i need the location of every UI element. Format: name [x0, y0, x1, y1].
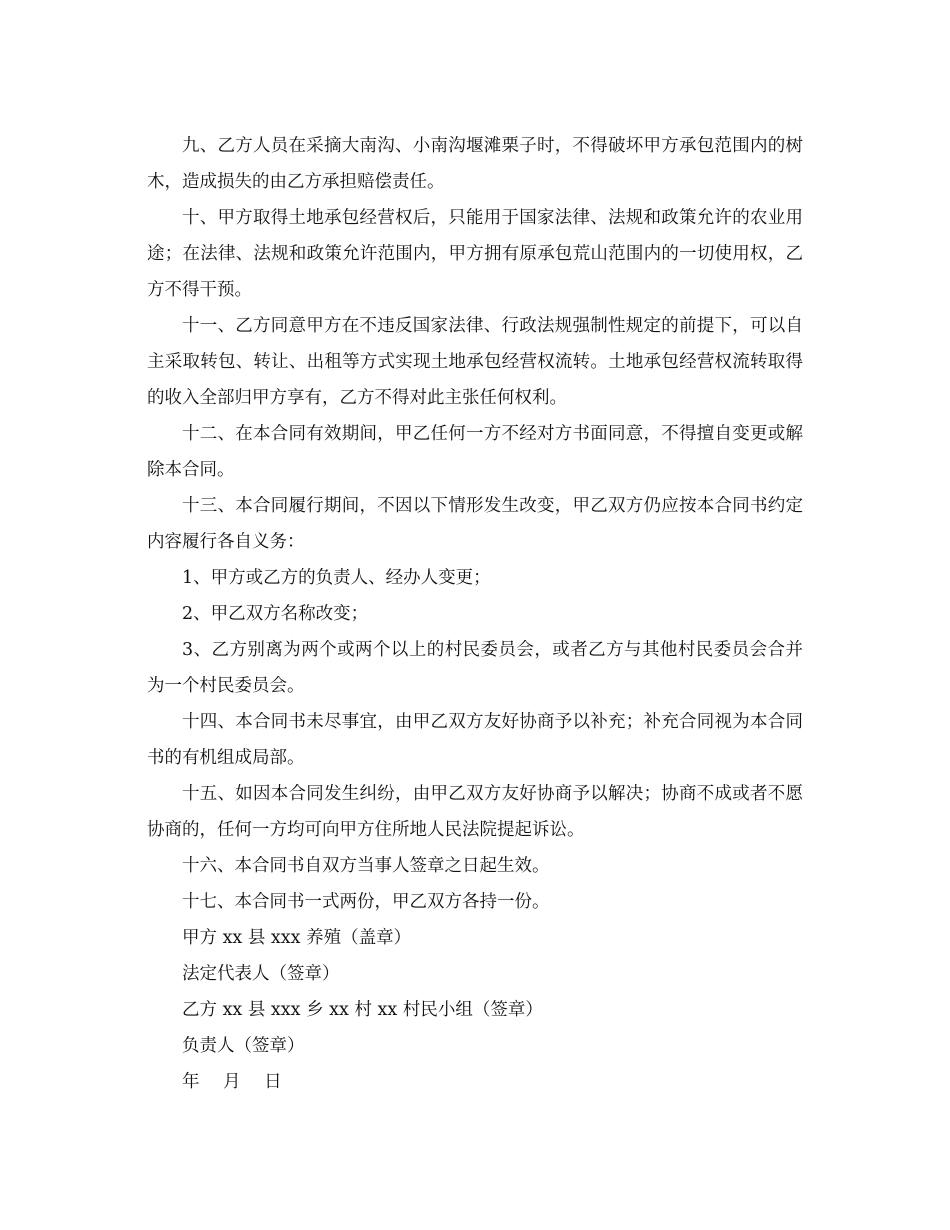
clause-16: 十六、本合同书自双方当事人签章之日起生效。 [182, 856, 550, 876]
clause-13-item-2: 2、甲乙双方名称改变； [182, 604, 369, 624]
party-a-signature: 甲方 xx 县 xxx 养殖（盖章） [182, 928, 412, 948]
person-in-charge-signature: 负责人（签章） [182, 1036, 305, 1056]
clause-9: 九、乙方人员在采摘大南沟、小南沟堰滩栗子时，不得破坏甲方承包范围内的树木，造成损失的由乙方承担赔偿责任。 [147, 136, 803, 192]
party-b-signature: 乙方 xx 县 xxx 乡 xx 村 xx 村民小组（签章） [182, 1000, 543, 1020]
date-day: 日 [264, 1072, 282, 1092]
contract-body [147, 128, 803, 1100]
date-year: 年 [182, 1072, 200, 1092]
clause-15: 十五、如因本合同发生纠纷，由甲乙双方友好协商予以解决；协商不成或者不愿协商的，任何一方均可向甲方住所地人民法院提起诉讼。 [147, 784, 803, 840]
clause-13-item-3: 3、乙方别离为两个或两个以上的村民委员会，或者乙方与其他村民委员会合并为一个村民委员会。 [147, 640, 803, 696]
date-month: 月 [223, 1072, 241, 1092]
clause-11: 十一、乙方同意甲方在不违反国家法律、行政法规强制性规定的前提下，可以自主采取转包、转让、出租等方式实现土地承包经营权流转。土地承包经营权流转取得的收入全部归甲方享有，乙方不得对此主张任何权利。 [147, 316, 803, 408]
clause-12: 十二、在本合同有效期间，甲乙任何一方不经对方书面同意，不得擅自变更或解除本合同。 [147, 424, 803, 480]
clause-14: 十四、本合同书未尽事宜，由甲乙双方友好协商予以补充；补充合同视为本合同书的有机组成局部。 [147, 712, 803, 768]
legal-representative-signature: 法定代表人（签章） [182, 964, 340, 984]
clause-10: 十、甲方取得土地承包经营权后，只能用于国家法律、法规和政策允许的农业用途；在法律、法规和政策允许范围内，甲方拥有原承包荒山范围内的一切使用权，乙方不得干预。 [147, 208, 803, 300]
clause-17: 十七、本合同书一式两份，甲乙双方各持一份。 [182, 892, 550, 912]
clause-13-item-1: 1、甲方或乙方的负责人、经办人变更； [182, 568, 491, 588]
date-line [147, 1064, 803, 1100]
clause-13: 十三、本合同履行期间，不因以下情形发生改变，甲乙双方仍应按本合同书约定内容履行各自义务： [147, 496, 803, 552]
